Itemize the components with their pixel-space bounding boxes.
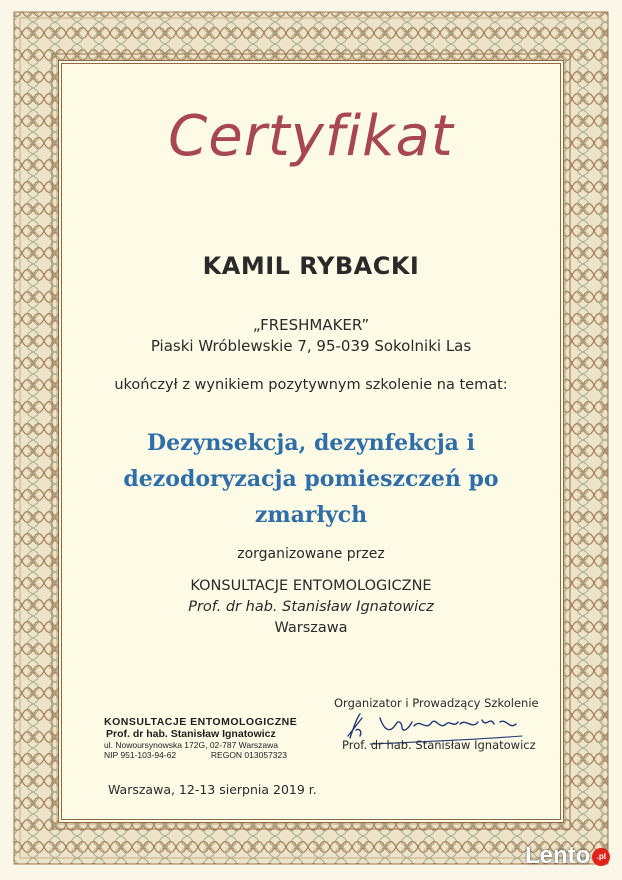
organizer-city: Warszawa <box>274 620 348 636</box>
course-title-line: zmarłych <box>254 502 368 528</box>
recipient-name: KAMIL RYBACKI <box>202 252 420 280</box>
completion-statement: ukończył z wynikiem pozytywnym szkolenie na temat: <box>114 377 508 393</box>
stamp-regon: REGON 013057323 <box>210 750 287 760</box>
course-title <box>0 425 622 533</box>
course-title-line: Dezynsekcja, dezynfekcja i <box>147 430 475 456</box>
place-and-date: Warszawa, 12-13 sierpnia 2019 r. <box>108 782 317 797</box>
stamp-nip: NIP 951-103-94-62 <box>104 750 177 760</box>
lento-watermark-logo: Lento .pl <box>525 842 610 870</box>
organizer-name: KONSULTACJE ENTOMOLOGICZNE <box>190 578 432 594</box>
stamp-line-company: KONSULTACJE ENTOMOLOGICZNE <box>104 716 298 728</box>
stamp-line-ids <box>104 750 287 760</box>
stamp-line-professor: Prof. dr hab. Stanisław Ignatowicz <box>106 728 276 740</box>
recipient-company: „FRESHMAKER” <box>252 316 370 334</box>
organizer-professor: Prof. dr hab. Stanisław Ignatowicz <box>188 599 434 615</box>
certificate-title: Certyfikat <box>168 104 454 169</box>
signature-role: Organizator i Prowadzący Szkolenie <box>334 696 539 710</box>
stamp-line-address: ul. Nowoursynowska 172G, 02-787 Warszawa <box>104 740 279 750</box>
course-title-line: dezodoryzacja pomieszczeń po <box>123 466 499 492</box>
company-stamp <box>104 716 298 760</box>
signature-name: Prof. dr hab. Stanisław Ignatowicz <box>342 738 536 752</box>
recipient-address: Piaski Wróblewskie 7, 95-039 Sokolniki Las <box>150 337 472 355</box>
organized-by-label: zorganizowane przez <box>237 546 385 562</box>
